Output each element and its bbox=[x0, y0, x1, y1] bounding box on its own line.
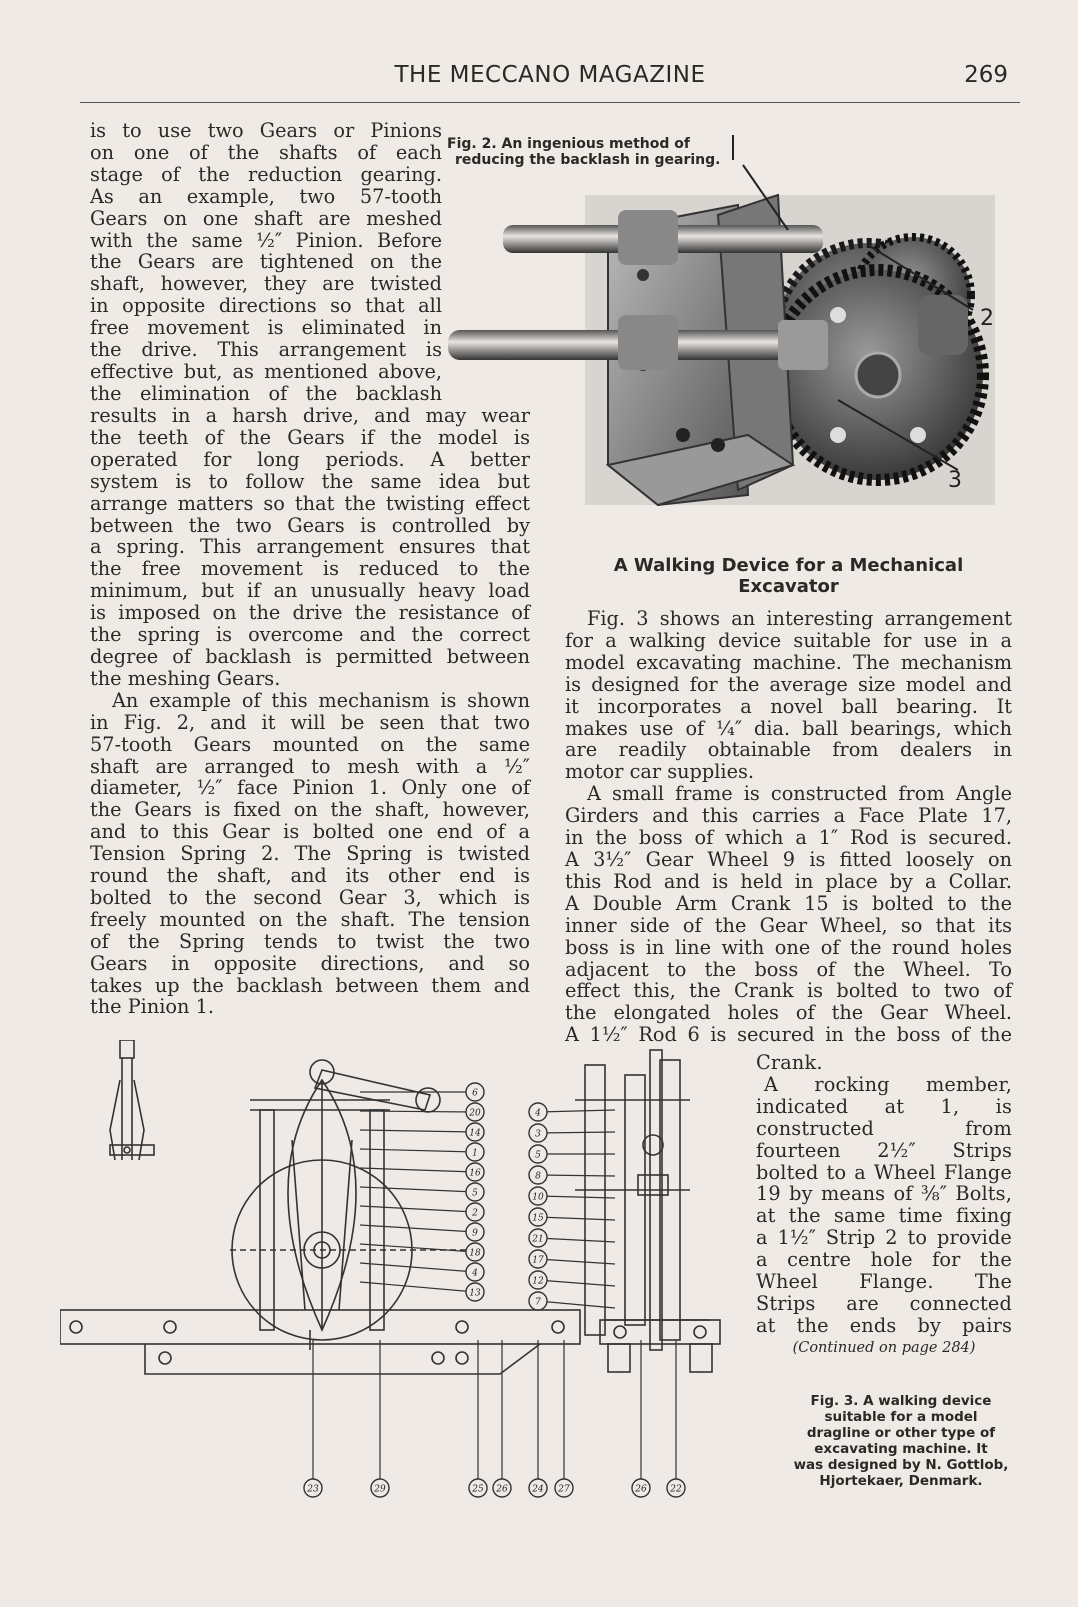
fig3-bottom-callout: 29 bbox=[374, 1484, 386, 1495]
text-line: 19 by means of ⅜″ Bolts, bbox=[756, 1182, 1012, 1206]
text-line: shaft are arranged to mesh with a ½″ bbox=[90, 754, 530, 778]
text-line: on one of the shafts of each bbox=[90, 140, 442, 164]
text-line: in the boss of which a 1″ Rod is secured. bbox=[565, 826, 1012, 850]
fig3-side-callout: 9 bbox=[472, 1228, 478, 1239]
fig3-bottom-callout: 25 bbox=[472, 1484, 484, 1495]
text-line: this Rod and is held in place by a Collar. bbox=[565, 869, 1012, 893]
text-line: arrange matters so that the twisting effect bbox=[90, 491, 530, 515]
fig3-bottom-callout: 26 bbox=[635, 1484, 647, 1495]
text-line: Strips are connected bbox=[756, 1291, 1012, 1315]
fig3-end-callout: 21 bbox=[532, 1234, 544, 1245]
fig3-side-callout: 13 bbox=[469, 1288, 481, 1299]
text-line: is imposed on the drive the resistance of bbox=[90, 601, 530, 625]
fig3-end-callout-leader bbox=[538, 1110, 615, 1112]
fig3-side-callout-leader bbox=[360, 1282, 475, 1292]
section-title-line: Excavator bbox=[738, 576, 839, 597]
text-line: the teeth of the Gears if the model is bbox=[90, 425, 530, 449]
fig2-caption-line: Fig. 2. An ingenious method of bbox=[447, 136, 690, 152]
text-line: A Double Arm Crank 15 is bolted to the bbox=[565, 891, 1012, 915]
page-number: 269 bbox=[964, 62, 1008, 88]
fig3-caption-line: dragline or other type of bbox=[806, 1425, 996, 1441]
text-line: at the ends by pairs bbox=[756, 1313, 1012, 1337]
fig3-side-callout: 1 bbox=[472, 1148, 478, 1159]
text-line: bolted to the second Gear 3, which is bbox=[90, 885, 530, 909]
text-line: with the same ½″ Pinion. Before bbox=[90, 228, 442, 252]
magazine-title: THE MECCANO MAGAZINE bbox=[394, 62, 706, 88]
fig3-side-callout: 20 bbox=[469, 1108, 481, 1119]
fig2-callout-3: 3 bbox=[948, 468, 962, 493]
text-line: the elongated holes of the Gear Wheel. bbox=[565, 1001, 1012, 1025]
fig3-caption-line: was designed by N. Gottlob, bbox=[793, 1457, 1009, 1473]
text-line: freely mounted on the shaft. The tension bbox=[90, 907, 530, 931]
fig3-end-callout: 5 bbox=[535, 1150, 541, 1161]
text-line: diameter, ½″ face Pinion 1. Only one of bbox=[90, 776, 530, 800]
text-line: effect this, the Crank is bolted to two of bbox=[565, 979, 1012, 1003]
left-column-intro bbox=[90, 120, 442, 405]
fig3-caption-line: Fig. 3. A walking device bbox=[810, 1393, 992, 1409]
fig3-side-callout-leader bbox=[360, 1263, 475, 1272]
text-line: A 3½″ Gear Wheel 9 is fitted loosely on bbox=[565, 847, 1012, 871]
text-line: is to use two Gears or Pinions bbox=[90, 119, 442, 142]
fig3-end-callout-leader bbox=[538, 1301, 615, 1308]
text-line: the Gears are tightened on the bbox=[90, 250, 442, 274]
fig3-side-callout: 4 bbox=[472, 1268, 478, 1279]
fig3-side-callout-leader bbox=[360, 1111, 475, 1112]
text-line: stage of the reduction gearing. bbox=[90, 162, 442, 186]
text-line: are readily obtainable from dealers in bbox=[565, 738, 1012, 762]
fig3-caption-line: suitable for a model bbox=[824, 1409, 978, 1425]
text-line: Gears in opposite directions, and so bbox=[90, 951, 530, 975]
text-line: the elimination of the backlash bbox=[90, 381, 442, 405]
text-line: for a walking device suitable for use in a bbox=[565, 628, 1012, 652]
text-line: results in a harsh drive, and may wear bbox=[90, 404, 530, 427]
text-line: system is to follow the same idea but bbox=[90, 469, 530, 493]
text-line: the drive. This arrangement is bbox=[90, 338, 442, 362]
fig3-side-callout-leader bbox=[360, 1244, 475, 1252]
fig3-side-callout-leader bbox=[360, 1206, 475, 1212]
text-line: between the two Gears is controlled by bbox=[90, 513, 530, 537]
text-line: in Fig. 2, and it will be seen that two bbox=[90, 710, 530, 734]
fig3-side-callout: 18 bbox=[469, 1248, 481, 1259]
fig3-bottom-callout: 27 bbox=[558, 1484, 570, 1495]
text-line: round the shaft, and its other end is bbox=[90, 864, 530, 888]
section-title-line: A Walking Device for a Mechanical bbox=[613, 555, 964, 576]
text-line: inner side of the Gear Wheel, so that its bbox=[565, 913, 1012, 937]
paragraph-walking-device-intro bbox=[565, 608, 1012, 783]
text-line: Gears on one shaft are meshed bbox=[90, 206, 442, 230]
text-line: operated for long periods. A better bbox=[90, 447, 530, 471]
text-line: in opposite directions so that all bbox=[90, 294, 442, 318]
fig3-side-callout-leader bbox=[360, 1225, 475, 1232]
text-line: the spring is overcome and the correct bbox=[90, 623, 530, 647]
text-line: Crank. bbox=[756, 1051, 823, 1074]
fig2-caption-line: reducing the backlash in gearing. bbox=[455, 152, 721, 168]
fig3-end-callout: 4 bbox=[535, 1108, 541, 1119]
text-line: of the Spring tends to twist the two bbox=[90, 929, 530, 953]
text-line: Fig. 3 shows an interesting arrangement bbox=[587, 607, 1012, 630]
text-line: shaft, however, they are twisted bbox=[90, 272, 442, 296]
fig3-end-callout-leader bbox=[538, 1132, 615, 1133]
paragraph-fig2-example bbox=[90, 690, 530, 1019]
fig3-caption-line: Hjortekaer, Denmark. bbox=[819, 1473, 983, 1489]
fig3-side-callout-leader bbox=[360, 1187, 475, 1192]
fig3-bottom-callout: 26 bbox=[496, 1484, 508, 1495]
fig3-side-callout: 2 bbox=[472, 1208, 478, 1219]
text-line: the Gears is fixed on the shaft, however, bbox=[90, 798, 530, 822]
text-line: Girders and this carries a Face Plate 17, bbox=[565, 804, 1012, 828]
text-line: a centre hole for the bbox=[756, 1248, 1012, 1272]
fig3-bottom-callout: 22 bbox=[670, 1484, 682, 1495]
text-line: Wheel Flange. The bbox=[756, 1270, 1012, 1294]
fig3-side-callout-leader bbox=[360, 1168, 475, 1172]
text-line: Tension Spring 2. The Spring is twisted bbox=[90, 842, 530, 866]
text-line: model excavating machine. The mechanism bbox=[565, 650, 1012, 674]
fig3-caption-line: excavating machine. It bbox=[814, 1441, 988, 1457]
text-line: A small frame is constructed from Angle bbox=[587, 782, 1012, 806]
fig3-end-callout-leader bbox=[538, 1280, 615, 1286]
paragraph-frame-construction bbox=[565, 783, 1012, 1046]
fig3-caption bbox=[790, 1393, 1012, 1489]
text-line: the Pinion 1. bbox=[90, 995, 214, 1019]
fig3-end-callout: 10 bbox=[532, 1192, 544, 1203]
fig3-end-callout: 15 bbox=[532, 1213, 544, 1224]
fig2-callout-2: 2 bbox=[980, 306, 994, 331]
fig3-end-callout: 17 bbox=[532, 1255, 544, 1266]
fig3-side-callout-leader bbox=[360, 1149, 475, 1152]
text-line: A rocking member, bbox=[764, 1072, 1012, 1096]
text-line: takes up the backlash between them and bbox=[90, 973, 530, 997]
text-line: bolted to a Wheel Flange bbox=[756, 1160, 1012, 1184]
text-line: a spring. This arrangement ensures that bbox=[90, 535, 530, 559]
text-line: motor car supplies. bbox=[565, 760, 754, 784]
fig3-end-callout: 12 bbox=[532, 1276, 544, 1287]
text-line: minimum, but if an unusually heavy load bbox=[90, 579, 530, 603]
fig3-side-callout-leader bbox=[360, 1130, 475, 1132]
text-line: at the same time fixing bbox=[756, 1204, 1012, 1228]
fig3-side-callout: 5 bbox=[472, 1188, 478, 1199]
fig3-end-callout: 7 bbox=[535, 1297, 541, 1308]
text-line: makes use of ¼″ dia. ball bearings, which bbox=[565, 716, 1012, 740]
text-line: degree of backlash is permitted between bbox=[90, 644, 530, 668]
fig3-end-callout-leader bbox=[538, 1238, 615, 1242]
continued-note: (Continued on page 284) bbox=[792, 1340, 976, 1356]
text-line: is designed for the average size model and bbox=[565, 672, 1012, 696]
fig3-side-callout: 14 bbox=[469, 1128, 481, 1139]
page-header bbox=[80, 60, 1020, 103]
text-line: boss is in line with one of the round holes bbox=[565, 935, 1012, 959]
text-line: adjacent to the boss of the Wheel. To bbox=[565, 957, 1012, 981]
text-line: a 1½″ Strip 2 to provide bbox=[756, 1226, 1012, 1250]
fig3-bottom-callout: 24 bbox=[532, 1484, 544, 1495]
text-line: fourteen 2½″ Strips bbox=[756, 1138, 1012, 1162]
fig3-side-callout: 16 bbox=[469, 1168, 481, 1179]
fig3-end-callout: 3 bbox=[535, 1129, 541, 1140]
text-line: it incorporates a novel ball bearing. It bbox=[565, 694, 1012, 718]
text-line: 57-tooth Gears mounted on the same bbox=[90, 732, 530, 756]
text-line: and to this Gear is bolted one end of a bbox=[90, 820, 530, 844]
fig3-walking-device-drawing bbox=[60, 1040, 760, 1500]
fig3-end-callout-leader bbox=[538, 1175, 615, 1176]
fig3-end-callout-leader bbox=[538, 1217, 615, 1220]
text-line: A 1½″ Rod 6 is secured in the boss of the bbox=[565, 1023, 1012, 1047]
text-line: An example of this mechanism is shown bbox=[112, 688, 530, 712]
fig3-side-callout: 6 bbox=[472, 1088, 478, 1099]
text-line: effective but, as mentioned above, bbox=[90, 359, 442, 383]
text-line: free movement is eliminated in bbox=[90, 316, 442, 340]
fig3-end-callout-leader bbox=[538, 1259, 615, 1264]
text-line: As an example, two 57-tooth bbox=[90, 184, 442, 208]
text-line: indicated at 1, is bbox=[756, 1094, 1012, 1118]
fig3-end-callout: 8 bbox=[535, 1171, 541, 1182]
section-title bbox=[565, 555, 1012, 597]
right-column-narrow bbox=[756, 1052, 1012, 1337]
fig3-bottom-callout: 23 bbox=[307, 1484, 319, 1495]
text-line: the meshing Gears. bbox=[90, 666, 281, 690]
text-line: constructed from bbox=[756, 1116, 1012, 1140]
fig2-gear-photo bbox=[448, 135, 1028, 515]
fig3-end-callout-leader bbox=[538, 1196, 615, 1198]
text-line: the free movement is reduced to the bbox=[90, 557, 530, 581]
right-column-body bbox=[565, 608, 1012, 1046]
